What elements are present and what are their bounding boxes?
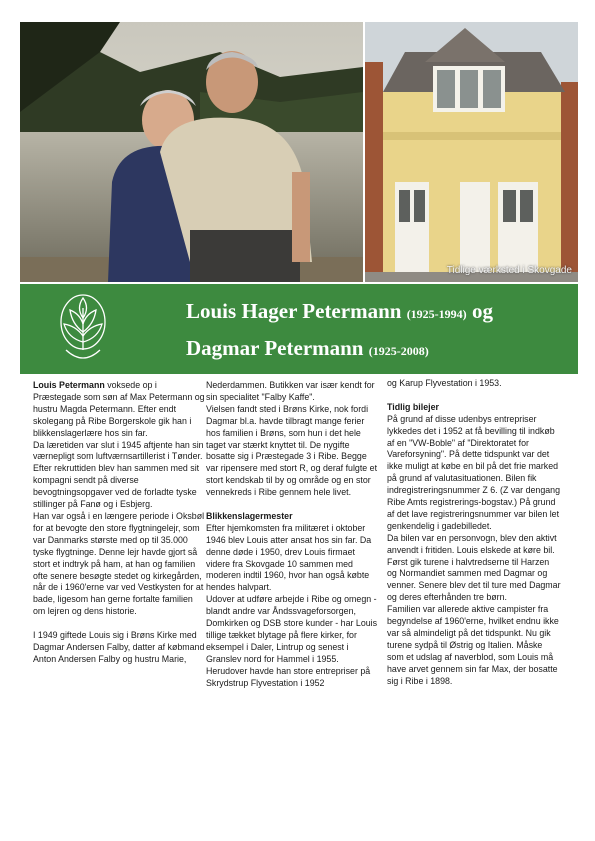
- ribe-kirkegaarde-logo: [50, 288, 116, 370]
- photo-caption: Tidlige værksted i Skovgade: [446, 265, 572, 276]
- text-column-3: [387, 378, 561, 688]
- paragraph: Da læretiden var slut i 1945 aftjente han sin værnepligt som luftværnsartillerist i Tønder. Efter rekruttiden blev han sammen med sit kompagni sendt på diverse bevogtningsopgaver ved de forladte tyske stillinger på Fanø og i Esbjerg.: [33, 439, 204, 510]
- text-column-2: [206, 380, 380, 690]
- paragraph: Familien var allerede aktive campister fra begyndelse af 1960'erne, hvilket endnu ikke var så almindeligt på det tidspunkt. Nu gik turene sydpå til Østrig og Italien. Måske som et udslag af naverblod, som Louis må have arvet gennem sin far Max, der bosatte sig i Ribe i 1898.: [387, 604, 559, 686]
- paragraph-text: voksede op i Præstegade som søn af Max Petermann og hustru Magda Petermann. Efter endt skolegang på Ribe Borgerskole gik han i blikkenslagerlære hos sin far.: [33, 380, 205, 438]
- section-heading: [387, 402, 561, 414]
- section-heading: [206, 511, 380, 523]
- paragraph: Han var også i en længere periode i Oksbøl for at bevogte den store flygtningelejr, som var Danmarks største med op til 35.000 tyske flygtninge. Denne lejr havde gjort så stort et indtryk på ham, at han og familien ofte senere besøgte stedet og kirkegården, når de i 1960'erne var ved Vestkysten for at bade, ligesom han gerne fortalte familien om lejren og dens historie.: [33, 510, 205, 617]
- heading-text: Blikkenslagermester: [206, 510, 293, 521]
- building-photo: [365, 22, 578, 282]
- paragraph: Vielsen fandt sted i Brøns Kirke, nok fordi Dagmar bl.a. havde tilbragt mange ferier hos familien i Brøns, som hun i det hele taget var stærkt knyttet til. De nygifte bosatte sig i Præstegade 3 i Ribe. Begge var ripensere med stort R, og deraf fulgte et stort kendskab til by og område og en stor vennekreds i Ribe gennem hele livet.: [206, 403, 378, 498]
- heading-text: Tidlig bilejer: [387, 401, 439, 412]
- paragraph: Udover at udføre arbejde i Ribe og omegn - blandt andre var Åndssvageforsorgen, Domkirken og DSB store kunder - har Louis tillige tækket blytage på flere kirker, for eksempel i Daler, Lintrup og senest i Granslev nord for Hammel i 1955.: [206, 594, 378, 664]
- paragraph: På grund af disse udenbys entrepriser lykkedes det i 1952 at få bevilling til indkøb af en "VW-Boble" af "Direktoratet for Vareforsyning". På dette tidspunkt var det ikke muligt at købe en bil på det frie marked på grund af valutasituationen. Bilen fik indregistreringsnummer Z 6. (Z var dengang Ribe Amts registrerings-bogstav.) På grund af det lave registreringsnummer var bilen let genkendelig i gadebilledet.: [387, 413, 561, 531]
- text-column-1: [33, 380, 207, 666]
- paragraph: [33, 380, 207, 440]
- title-dagmar: Dagmar Petermann: [186, 336, 364, 360]
- title-line-1: [186, 294, 493, 331]
- title-years-2: (1925-2008): [368, 344, 429, 358]
- spacer: [387, 390, 561, 402]
- couple-photo: [20, 22, 363, 282]
- spacer: [33, 618, 207, 630]
- paragraph: Efter hjemkomsten fra militæret i oktober 1946 blev Louis atter ansat hos sin far. Da denne døde i 1950, drev Louis firmaet videre fra Skovgade 10 sammen med moderen indtil 1960, hvor han også købte hendes halvpart.: [206, 522, 372, 593]
- name-bold: Louis Petermann: [33, 380, 105, 390]
- spacer: [206, 499, 380, 511]
- paragraph: og Karup Flyvestation i 1953.: [387, 378, 502, 388]
- title-line-2: [186, 331, 493, 368]
- title-louis: Louis Hager Petermann: [186, 299, 402, 323]
- paragraph: Da bilen var en personvogn, blev den aktivt anvendt i fritiden. Louis elskede at køre bil.: [387, 532, 557, 555]
- title-banner: [20, 284, 578, 374]
- paragraph: Herudover havde han store entrepriser på Skrydstrup Flyvestation i 1952: [206, 665, 371, 688]
- paragraph: Først gik turene i halvtredserne til Harzen og Normandiet sammen med Dagmar og venner. Senere blev det til ture med Dagmar og deres efterhånden tre børn.: [387, 556, 561, 603]
- page-title: [186, 294, 493, 368]
- paragraph: I 1949 giftede Louis sig i Brøns Kirke med Dagmar Andersen Falby, datter af købmand Anton Andersen Falby og hustru Marie,: [33, 630, 205, 664]
- title-og: og: [471, 299, 493, 323]
- title-years-1: (1925-1994): [406, 307, 467, 321]
- paragraph: Nederdammen. Butikken var især kendt for sin specialitet "Falby Kaffe".: [206, 380, 375, 402]
